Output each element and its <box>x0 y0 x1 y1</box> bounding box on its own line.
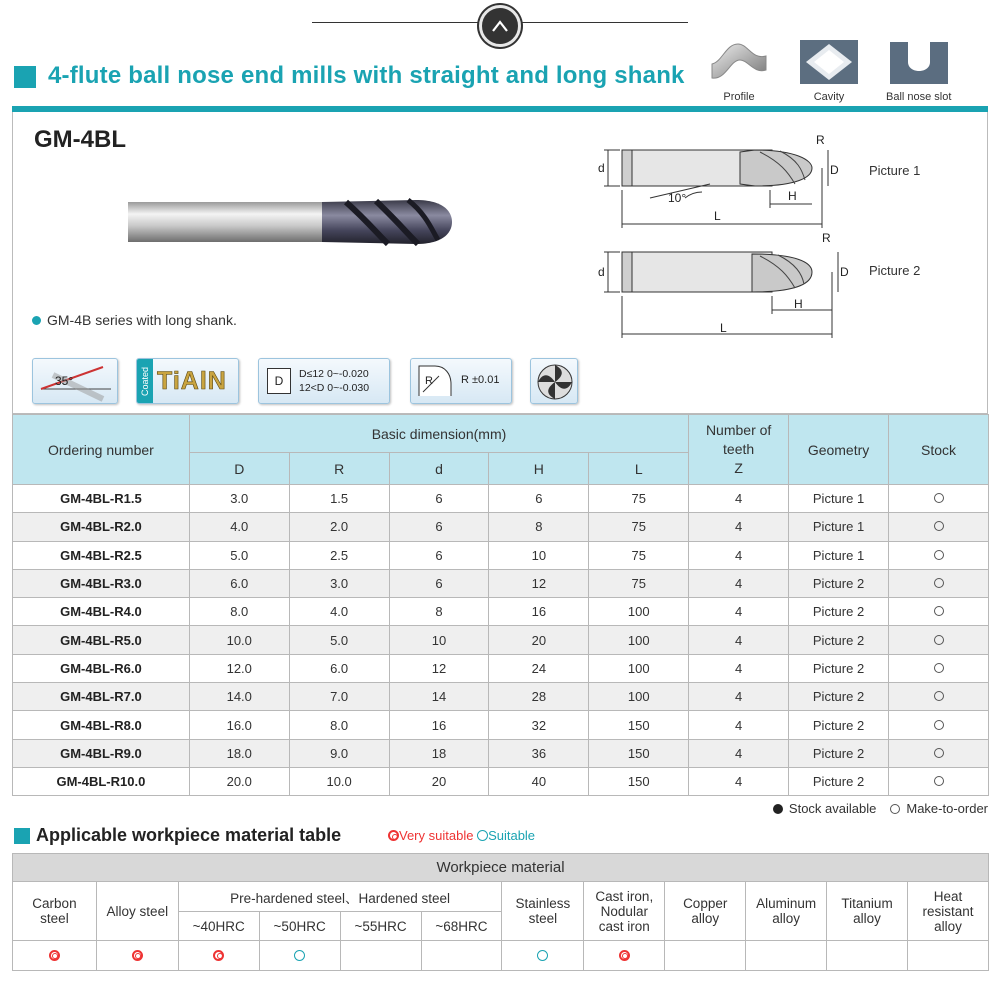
rating-cell <box>746 941 827 971</box>
dim-d-label: d <box>598 265 605 279</box>
cell-D: 3.0 <box>189 485 289 513</box>
cell-D: 14.0 <box>189 683 289 711</box>
product-table <box>12 414 989 796</box>
make-to-order-icon <box>934 550 944 560</box>
cell-d: 10 <box>389 626 489 654</box>
cell-L: 75 <box>589 541 689 569</box>
helix-icon <box>33 359 119 405</box>
cell-D: 16.0 <box>189 711 289 739</box>
application-cavity <box>798 38 860 103</box>
cavity-icon <box>798 38 860 86</box>
cell-L: 100 <box>589 683 689 711</box>
cell-stock <box>889 739 989 767</box>
dim-R-label: R <box>816 133 825 147</box>
cell-R: 8.0 <box>289 711 389 739</box>
cell-H: 10 <box>489 541 589 569</box>
cell-stock <box>889 541 989 569</box>
dimension-diagram <box>590 128 850 348</box>
cell-D: 10.0 <box>189 626 289 654</box>
table-row <box>13 711 989 739</box>
cell-ord: GM-4BL-R2.5 <box>13 541 190 569</box>
dim-H-label: H <box>788 189 797 203</box>
very-suitable-icon <box>388 830 399 841</box>
dim-D-label: D <box>840 265 849 279</box>
rating-cell <box>421 941 502 971</box>
col-teeth: Number of teeth Z <box>689 415 789 485</box>
svg-text:R: R <box>425 375 433 387</box>
make-to-order-icon <box>890 804 900 814</box>
cell-d: 18 <box>389 739 489 767</box>
cell-D: 12.0 <box>189 654 289 682</box>
cell-geo: Picture 1 <box>789 513 889 541</box>
profile-icon <box>708 38 770 86</box>
material-col: Aluminum alloy <box>746 882 827 941</box>
cell-H: 36 <box>489 739 589 767</box>
material-col: Copper alloy <box>665 882 746 941</box>
rating-cell <box>178 941 259 971</box>
cell-d: 8 <box>389 598 489 626</box>
cell-d: 14 <box>389 683 489 711</box>
rating-cell <box>13 941 97 971</box>
make-to-order-icon <box>934 606 944 616</box>
very-suitable-icon <box>213 950 224 961</box>
table-row <box>13 541 989 569</box>
ball-nose-slot-icon <box>888 38 950 86</box>
tolerance-D-icon: D <box>267 368 291 394</box>
cell-H: 6 <box>489 485 589 513</box>
cell-L: 150 <box>589 711 689 739</box>
cell-R: 4.0 <box>289 598 389 626</box>
cell-L: 100 <box>589 626 689 654</box>
cell-D: 5.0 <box>189 541 289 569</box>
cell-R: 10.0 <box>289 767 389 795</box>
table-row <box>13 485 989 513</box>
workpiece-header: Workpiece material <box>13 854 989 882</box>
title-marker <box>14 66 36 88</box>
cell-L: 150 <box>589 767 689 795</box>
material-col: ~55HRC <box>340 912 421 941</box>
cell-H: 24 <box>489 654 589 682</box>
cell-R: 2.5 <box>289 541 389 569</box>
very-suitable-icon <box>49 950 60 961</box>
material-col: ~50HRC <box>259 912 340 941</box>
stock-legend <box>773 801 988 816</box>
rating-cell <box>908 941 989 971</box>
helix-angle-badge <box>32 358 118 404</box>
cell-R: 2.0 <box>289 513 389 541</box>
rating-cell <box>665 941 746 971</box>
dim-H-label: H <box>794 297 803 311</box>
make-to-order-icon <box>934 720 944 730</box>
cell-Z: 4 <box>689 541 789 569</box>
cell-Z: 4 <box>689 485 789 513</box>
four-flute-icon <box>531 359 579 405</box>
dim-L-label: L <box>720 321 727 335</box>
dim-D-label: D <box>830 163 839 177</box>
cell-geo: Picture 2 <box>789 711 889 739</box>
col-R: R <box>289 453 389 485</box>
col-d: d <box>389 453 489 485</box>
dim-angle-label: 10° <box>668 191 687 205</box>
chevron-up-icon <box>490 19 510 33</box>
section-marker <box>14 828 30 844</box>
make-to-order-icon <box>934 493 944 503</box>
flute-section-badge <box>530 358 578 404</box>
picture-2-label: Picture 2 <box>869 263 921 278</box>
col-H: H <box>489 453 589 485</box>
coated-label: Coated <box>137 359 153 403</box>
model-name: GM-4BL <box>34 126 126 153</box>
cell-H: 32 <box>489 711 589 739</box>
cell-d: 6 <box>389 485 489 513</box>
cell-geo: Picture 1 <box>789 541 889 569</box>
bullet-icon <box>32 316 41 325</box>
cell-geo: Picture 2 <box>789 626 889 654</box>
material-col: Titanium alloy <box>827 882 908 941</box>
table-row <box>13 598 989 626</box>
cell-stock <box>889 626 989 654</box>
cell-L: 100 <box>589 598 689 626</box>
cell-ord: GM-4BL-R7.0 <box>13 683 190 711</box>
suitable-icon <box>537 950 548 961</box>
cell-R: 9.0 <box>289 739 389 767</box>
make-to-order-icon <box>934 691 944 701</box>
table-row <box>13 569 989 597</box>
tolerance-line-2: 12<D 0~-0.030 <box>299 382 370 394</box>
cell-stock <box>889 767 989 795</box>
col-stock: Stock <box>889 415 989 485</box>
cell-R: 7.0 <box>289 683 389 711</box>
material-col: Heat resistant alloy <box>908 882 989 941</box>
col-geometry: Geometry <box>789 415 889 485</box>
cell-R: 6.0 <box>289 654 389 682</box>
rating-cell <box>340 941 421 971</box>
make-to-order-icon <box>934 521 944 531</box>
cell-Z: 4 <box>689 513 789 541</box>
make-to-order-icon <box>934 776 944 786</box>
cell-geo: Picture 2 <box>789 569 889 597</box>
suitability-legend <box>388 828 535 843</box>
material-col: Cast iron, Nodular cast iron <box>584 882 665 941</box>
make-to-order-icon <box>934 578 944 588</box>
cell-d: 16 <box>389 711 489 739</box>
hardened-steel-header: Pre-hardened steel、Hardened steel <box>178 882 502 912</box>
cell-L: 75 <box>589 513 689 541</box>
material-col: Stainless steel <box>502 882 584 941</box>
radius-tolerance-badge <box>410 358 512 404</box>
cell-H: 28 <box>489 683 589 711</box>
cell-R: 5.0 <box>289 626 389 654</box>
coating-badge <box>136 358 239 404</box>
application-profile <box>708 38 770 103</box>
series-note: GM-4B series with long shank. <box>32 312 237 328</box>
cell-d: 20 <box>389 767 489 795</box>
make-to-order-icon <box>934 748 944 758</box>
cell-stock <box>889 683 989 711</box>
cell-d: 6 <box>389 569 489 597</box>
table-row <box>13 683 989 711</box>
scroll-top-button[interactable] <box>479 5 521 47</box>
cell-stock <box>889 485 989 513</box>
cell-H: 40 <box>489 767 589 795</box>
tolerance-line-1: D≤12 0~-0.020 <box>299 368 369 380</box>
radius-icon <box>415 362 455 402</box>
cell-geo: Picture 2 <box>789 598 889 626</box>
very-suitable-icon <box>619 950 630 961</box>
col-ordering-number: Ordering number <box>13 415 190 485</box>
make-to-order-label: Make-to-order <box>906 801 988 816</box>
cell-H: 12 <box>489 569 589 597</box>
cell-ord: GM-4BL-R4.0 <box>13 598 190 626</box>
cell-H: 16 <box>489 598 589 626</box>
very-suitable-icon <box>132 950 143 961</box>
cell-H: 8 <box>489 513 589 541</box>
application-ball-nose-slot <box>886 38 951 103</box>
dim-d-label: d <box>598 161 605 175</box>
application-label: Ball nose slot <box>886 91 952 103</box>
table-row <box>13 767 989 795</box>
cell-L: 75 <box>589 485 689 513</box>
cell-D: 4.0 <box>189 513 289 541</box>
cell-stock <box>889 513 989 541</box>
cell-Z: 4 <box>689 654 789 682</box>
application-label: Cavity <box>813 91 845 103</box>
cell-stock <box>889 598 989 626</box>
make-to-order-icon <box>934 635 944 645</box>
table-row <box>13 626 989 654</box>
cell-D: 8.0 <box>189 598 289 626</box>
application-label: Profile <box>723 91 755 103</box>
cell-geo: Picture 2 <box>789 654 889 682</box>
cell-Z: 4 <box>689 569 789 597</box>
picture-1-label: Picture 1 <box>869 163 921 178</box>
cell-d: 6 <box>389 541 489 569</box>
dim-L-label: L <box>714 209 721 223</box>
cell-R: 1.5 <box>289 485 389 513</box>
make-to-order-icon <box>934 663 944 673</box>
cell-D: 20.0 <box>189 767 289 795</box>
end-mill-photo <box>126 190 456 250</box>
very-suitable-label: Very suitable <box>399 828 474 843</box>
cell-stock <box>889 654 989 682</box>
radius-tolerance-text: R ±0.01 <box>461 374 500 386</box>
dim-R-label: R <box>822 231 831 245</box>
col-basic-dimension: Basic dimension(mm) <box>189 415 688 453</box>
cell-ord: GM-4BL-R10.0 <box>13 767 190 795</box>
col-D: D <box>189 453 289 485</box>
cell-Z: 4 <box>689 598 789 626</box>
cell-geo: Picture 1 <box>789 485 889 513</box>
table-row <box>13 739 989 767</box>
cell-ord: GM-4BL-R9.0 <box>13 739 190 767</box>
suitable-icon <box>294 950 305 961</box>
cell-D: 6.0 <box>189 569 289 597</box>
cell-H: 20 <box>489 626 589 654</box>
tolerance-badge <box>258 358 390 404</box>
rating-cell <box>502 941 584 971</box>
cell-ord: GM-4BL-R5.0 <box>13 626 190 654</box>
cell-L: 75 <box>589 569 689 597</box>
cell-stock <box>889 569 989 597</box>
cell-ord: GM-4BL-R6.0 <box>13 654 190 682</box>
table-row <box>13 513 989 541</box>
rating-cell <box>259 941 340 971</box>
rating-cell <box>96 941 178 971</box>
cell-D: 18.0 <box>189 739 289 767</box>
material-col: ~68HRC <box>421 912 502 941</box>
rating-cell <box>584 941 665 971</box>
cell-ord: GM-4BL-R1.5 <box>13 485 190 513</box>
cell-L: 100 <box>589 654 689 682</box>
cell-Z: 4 <box>689 767 789 795</box>
stock-available-label: Stock available <box>788 801 877 816</box>
material-col: ~40HRC <box>178 912 259 941</box>
cell-L: 150 <box>589 739 689 767</box>
cell-Z: 4 <box>689 626 789 654</box>
applicable-title: Applicable workpiece material table <box>36 825 342 845</box>
cell-stock <box>889 711 989 739</box>
cell-geo: Picture 2 <box>789 683 889 711</box>
rating-cell <box>827 941 908 971</box>
workpiece-table <box>12 853 989 971</box>
cell-ord: GM-4BL-R2.0 <box>13 513 190 541</box>
cell-d: 12 <box>389 654 489 682</box>
coating-name: TiAlN <box>157 367 227 395</box>
col-L: L <box>589 453 689 485</box>
page-title: 4-flute ball nose end mills with straight and long shank <box>48 62 685 89</box>
stock-available-icon <box>773 804 783 814</box>
cell-geo: Picture 2 <box>789 767 889 795</box>
table-row <box>13 654 989 682</box>
cell-geo: Picture 2 <box>789 739 889 767</box>
cell-Z: 4 <box>689 739 789 767</box>
suitable-label: Suitable <box>488 828 536 843</box>
cell-Z: 4 <box>689 683 789 711</box>
material-col: Alloy steel <box>96 882 178 941</box>
svg-text:35°: 35° <box>55 374 74 388</box>
cell-Z: 4 <box>689 711 789 739</box>
cell-ord: GM-4BL-R3.0 <box>13 569 190 597</box>
material-col: Carbon steel <box>13 882 97 941</box>
cell-ord: GM-4BL-R8.0 <box>13 711 190 739</box>
cell-d: 6 <box>389 513 489 541</box>
suitable-icon <box>477 830 488 841</box>
cell-R: 3.0 <box>289 569 389 597</box>
